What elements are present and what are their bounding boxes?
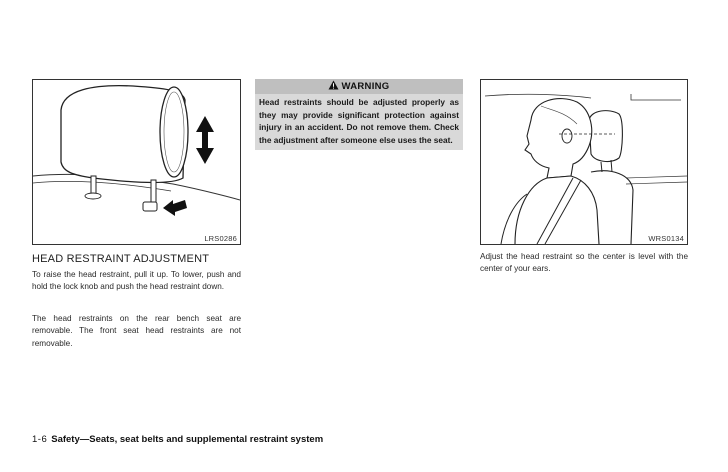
warning-header bbox=[255, 79, 463, 94]
occupant-head-restraint-illustration bbox=[481, 80, 687, 244]
warning-triangle-icon bbox=[328, 80, 339, 95]
section-title: HEAD RESTRAINT ADJUSTMENT bbox=[32, 253, 210, 265]
section-paragraph: To raise the head restraint, pull it up. To lower, push and hold the lock knob and push the head restraint down. bbox=[32, 270, 241, 292]
head-restraint-figure bbox=[32, 79, 241, 245]
chapter-title: Safety—Seats, seat belts and supplemental restraint system bbox=[51, 434, 324, 445]
figure-code: WRS0134 bbox=[648, 234, 684, 243]
warning-box bbox=[255, 79, 463, 150]
warning-heading: WARNING bbox=[341, 81, 390, 92]
figure-code: LRS0286 bbox=[204, 234, 237, 243]
section-paragraph: The head restraints on the rear bench seat are removable. The front seat head restraints are not removable. bbox=[32, 314, 241, 348]
page-footer bbox=[32, 434, 323, 445]
warning-text: Head restraints should be adjusted properly as they may provide significant protection against injury in an accident. Do not remove them. Check the adjustment after someone else uses the seat. bbox=[259, 97, 459, 145]
occupant-figure bbox=[480, 79, 688, 245]
head-restraint-illustration bbox=[33, 80, 240, 244]
page-number: 1-6 bbox=[32, 434, 48, 445]
figure-caption: Adjust the head restraint so the center is level with the center of your ears. bbox=[480, 252, 688, 274]
